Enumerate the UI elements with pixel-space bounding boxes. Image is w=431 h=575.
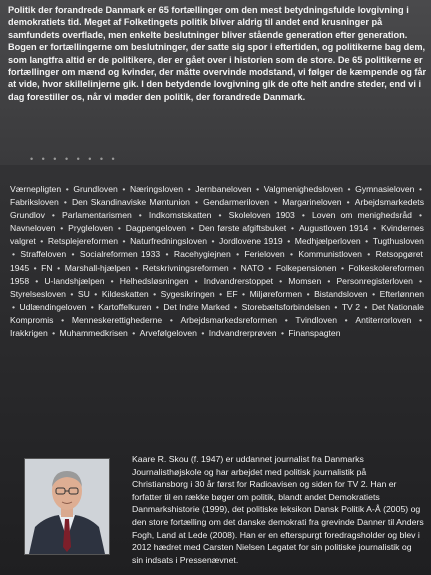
bullet-separator: •	[338, 262, 347, 273]
law-item: Kvindernes valgret	[10, 223, 424, 247]
bullet-separator: •	[132, 262, 141, 273]
bullet-separator: •	[363, 249, 374, 260]
bullet-separator: •	[119, 184, 128, 194]
law-item: Grundloven	[73, 184, 118, 194]
law-item: Tugthusloven	[372, 236, 424, 247]
bullet-separator: •	[413, 210, 422, 221]
law-item: Indvandrerprøven	[208, 328, 277, 339]
bullet-separator: •	[275, 275, 287, 286]
law-item: Medhjælperloven	[294, 236, 361, 247]
law-item: Gymnasieloven	[355, 184, 415, 194]
bullet-separator: •	[49, 328, 58, 339]
law-item: Parlamentarismen	[62, 210, 132, 221]
law-item: Skoleloven 1903	[228, 210, 295, 221]
bullet-separator: •	[60, 197, 70, 208]
law-item: Kartoffelkuren	[98, 301, 152, 312]
bullet-separator: •	[239, 288, 248, 299]
law-item: U-landshjælpen	[44, 275, 105, 286]
law-item: Gendarmeriloven	[203, 197, 270, 208]
law-item: EF	[226, 288, 238, 299]
law-item: Momsen	[288, 275, 322, 286]
bullet-separator: •	[153, 301, 162, 312]
law-item: Efterlønnen	[379, 288, 425, 299]
law-item: Ferieloven	[244, 249, 285, 260]
law-item: Det Indre Marked	[163, 301, 230, 312]
bullet-separator: •	[115, 223, 124, 234]
law-item: Dagpengeloven	[125, 223, 187, 234]
author-section	[0, 444, 431, 575]
bullet-separator: •	[150, 288, 159, 299]
law-item: Sygesikringen	[160, 288, 215, 299]
law-item: Styrelsesloven	[10, 288, 66, 299]
law-item: SU	[77, 288, 90, 299]
bullet-separator: •	[362, 236, 371, 247]
bullet-separator: •	[209, 236, 218, 247]
bullet-separator: •	[323, 275, 335, 286]
law-item: Kildeskatten	[101, 288, 149, 299]
law-item: Kommunistloven	[298, 249, 362, 260]
bullet-separator: •	[414, 275, 422, 286]
law-item: Straffeloven	[20, 249, 67, 260]
law-item: Loven om menighedsråd	[311, 210, 412, 221]
decorative-dots: • • • • • • • •	[30, 154, 118, 164]
laws-list	[10, 183, 424, 340]
law-item: Storebæltsforbindelsen	[241, 301, 330, 312]
law-item: Miljøreformen	[249, 288, 303, 299]
law-item: Menneskerettighederne	[71, 314, 163, 325]
law-item: Marshall-hjælpen	[64, 262, 131, 273]
bullet-separator: •	[88, 301, 97, 312]
bullet-separator: •	[216, 288, 225, 299]
bullet-separator: •	[164, 314, 179, 325]
law-item: Muhammedkrisen	[59, 328, 128, 339]
bullet-separator: •	[338, 314, 354, 325]
law-item: Jordlovene 1919	[219, 236, 283, 247]
law-item: Arbejdsmarkedsreformen	[180, 314, 278, 325]
bullet-separator: •	[265, 262, 274, 273]
bullet-separator: •	[120, 236, 129, 247]
bullet-separator: •	[304, 288, 313, 299]
bullet-separator: •	[284, 236, 293, 247]
law-item: Udlændingeloven	[19, 301, 87, 312]
law-item: Navneloven	[10, 223, 56, 234]
bullet-separator: •	[213, 210, 227, 221]
law-item: Den første afgiftsbuket	[198, 223, 287, 234]
law-item: Arbejdsmarkedets Grundlov	[10, 197, 424, 221]
law-item: Retsplejereformen	[47, 236, 119, 247]
law-item: Irakkrigen	[10, 328, 48, 339]
bullet-separator: •	[37, 236, 46, 247]
bullet-separator: •	[54, 262, 63, 273]
law-item: Bistandsloven	[314, 288, 368, 299]
bullet-separator: •	[31, 275, 43, 286]
bullet-separator: •	[57, 223, 67, 234]
bullet-separator: •	[296, 210, 310, 221]
bullet-separator: •	[370, 223, 379, 234]
law-item: Folkeskolereformen 1958	[10, 262, 425, 286]
bullet-separator: •	[369, 288, 378, 299]
law-item: Arvefølgeloven	[139, 328, 197, 339]
bullet-separator: •	[190, 275, 202, 286]
bullet-separator: •	[286, 249, 297, 260]
law-item: Socialreformen 1933	[79, 249, 161, 260]
bullet-separator: •	[279, 314, 294, 325]
law-item: Retsopgøret 1945	[10, 249, 423, 273]
law-item: Augustloven 1914	[298, 223, 369, 234]
bullet-separator: •	[188, 223, 197, 234]
bullet-separator: •	[106, 275, 118, 286]
bullet-separator: •	[416, 184, 422, 194]
author-portrait-photo	[24, 458, 110, 555]
law-item: Valgmenighedsloven	[263, 184, 343, 194]
bullet-separator: •	[232, 249, 243, 260]
law-item: Næringsloven	[129, 184, 183, 194]
bullet-separator: •	[413, 314, 422, 325]
bullet-separator: •	[91, 288, 100, 299]
bullet-separator: •	[288, 223, 297, 234]
author-portrait-icon	[25, 459, 109, 554]
bullet-separator: •	[344, 184, 354, 194]
law-item: Den Skandinaviske Møntunion	[71, 197, 190, 208]
law-item: Finanspagten	[288, 328, 341, 339]
law-item: NATO	[240, 262, 264, 273]
law-item: Retskrivningsreformen	[142, 262, 229, 273]
intro-paragraph: Politik der forandrede Danmark er 65 fortællinger om den mest betydningsfulde lovgivning i demokratiets tid. Meget af Folketingets politik bliver aldrig til andet end krusninger på samfundets overflade, men enkelte beslutninger bliver stående generation efter generation. Bogen er fortællingerne om beslutninger, der satte sig spor i eftertiden, og politikerne bag dem, som langtfra altid er de politikere, der er gået over i historien som de store. De 65 politikerne er fortællinger om mænd og kvinder, der måtte overvinde modstand, vi følger de kæmpende og får at vide, hvor skillelinjerne gik. I den betydende lovgivning gik de ofte helt andre steder, end vi i dag forestiller os, når vi møder den politik, der forandrede Danmark.	[8, 5, 427, 102]
bullet-separator: •	[129, 328, 138, 339]
bullet-separator: •	[133, 210, 147, 221]
bullet-separator: •	[185, 184, 194, 194]
law-item: Folkepensionen	[275, 262, 337, 273]
law-item: Racehygiejnen	[173, 249, 231, 260]
law-item: Indkomstskatten	[148, 210, 212, 221]
author-bio: Kaare R. Skou (f. 1947) er uddannet journalist fra Danmarks Journalisthøjskole og har arbejdet med politisk journalistik på Christiansborg i 30 år først for Radioavisen og siden for TV 2. Han er forfatter til en række bøger om politik, blandt andet Demokratiets Danmarkshistorie (1999), det politiske leksikon Dansk Politik A-Å (2005) og den store fortælling om det danske demokrati fra grevinde Danner til Anders Fogh, Land at Lede (2008). Han er en efterspurgt foredragsholder og blev i 2012 hædret med Carsten Nielsen Legatet for sin politiske journalistik og sin indsats i Pressenævnet.	[132, 454, 424, 565]
bullet-separator: •	[230, 262, 239, 273]
bullet-separator: •	[46, 210, 61, 221]
bullet-separator: •	[198, 328, 207, 339]
bullet-separator: •	[278, 328, 287, 339]
bullet-separator: •	[31, 262, 40, 273]
bullet-separator: •	[231, 301, 240, 312]
bullet-separator: •	[191, 197, 202, 208]
bullet-separator: •	[67, 288, 76, 299]
bullet-separator: •	[12, 249, 19, 260]
law-item: Prygleloven	[68, 223, 114, 234]
law-item: TV 2	[341, 301, 360, 312]
bullet-separator: •	[361, 301, 370, 312]
bullet-separator: •	[271, 197, 281, 208]
bullet-separator: •	[12, 301, 18, 312]
law-item: Jernbaneloven	[195, 184, 252, 194]
law-item: Personregisterloven	[336, 275, 413, 286]
law-item: Tvindloven	[295, 314, 337, 325]
law-item: Margarineloven	[282, 197, 342, 208]
bullet-separator: •	[55, 314, 70, 325]
law-item: Antiterrorloven	[355, 314, 412, 325]
bullet-separator: •	[253, 184, 262, 194]
law-item: Fabriksloven	[10, 197, 59, 208]
bullet-separator: •	[331, 301, 340, 312]
bullet-separator: •	[162, 249, 172, 260]
law-item: Værnepligten	[10, 184, 62, 194]
bullet-separator: •	[343, 197, 353, 208]
law-item: Indvandrerstoppet	[203, 275, 274, 286]
bullet-separator: •	[68, 249, 78, 260]
law-item: Naturfredningsloven	[130, 236, 207, 247]
law-item: Helhedsløsningen	[119, 275, 189, 286]
law-item: FN	[41, 262, 53, 273]
law-item: Det Nationale Kompromis	[10, 301, 424, 325]
bullet-separator: •	[63, 184, 72, 194]
